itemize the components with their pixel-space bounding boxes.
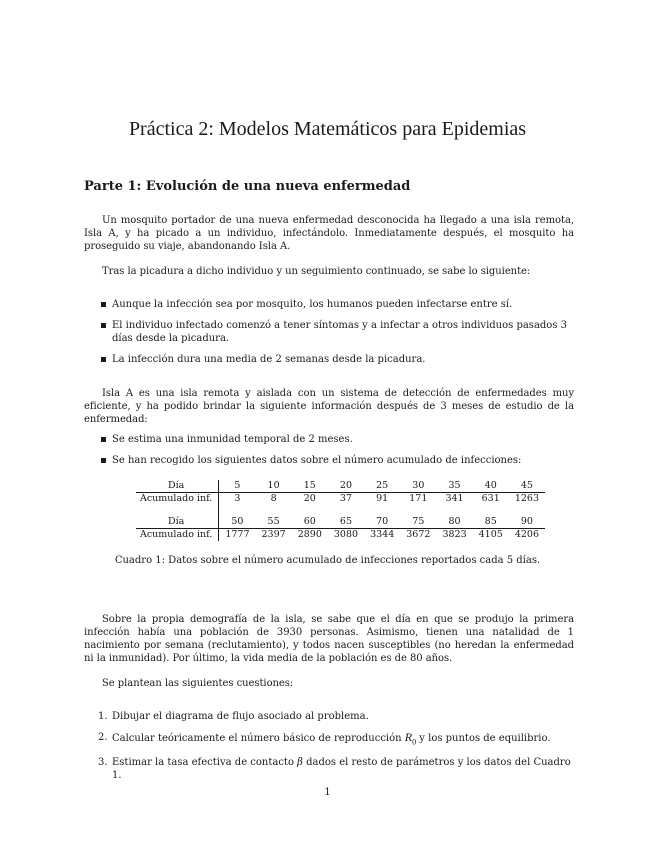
page-title: Práctica 2: Modelos Matemáticos para Epidemias (128, 118, 527, 140)
list-item: 2. Calcular teóricamente el número básico de reproducción $R_0$ y los puntos de equilibrio. (98, 730, 551, 747)
row-label-cumulative: Acumulado inf. (136, 529, 219, 542)
table-cell: 55 (256, 516, 292, 529)
table-cell: 20 (328, 480, 364, 493)
beta-symbol: β (297, 757, 303, 769)
table-cell: 37 (339, 493, 353, 504)
questions-intro: Se plantean las siguientes cuestiones: (102, 678, 294, 689)
table-cell: 65 (328, 516, 364, 529)
intro-paragraph: Un mosquito portador de una nueva enfermedad desconocida ha llegado a una isla remota, Isla A, y ha picado a un individuo, infectándolo. Inmediatamente después, el mosquito ha proseguido su viaje, abandonando Isla A. (84, 215, 574, 252)
list-item: El individuo infectado comenzó a tener síntomas y a infectar a otros individuos pasados 3 días desde la picadura. (84, 319, 574, 345)
row-label-cumulative: Acumulado inf. (136, 493, 219, 506)
table-row (136, 493, 545, 506)
table-cell: 90 (509, 516, 545, 529)
bullet-mark (101, 323, 106, 328)
known-list (84, 298, 574, 366)
info-list (84, 433, 574, 467)
list-item: Aunque la infección sea por mosquito, los humanos pueden infectarse entre sí. (84, 298, 574, 311)
demography-paragraph: Sobre la propia demografía de la isla, se sabe que el día en que se produjo la primera infección había una población de 3930 personas. Asimismo, tienen una natalidad de 1 nacimiento por semana (reclutamiento), y todos nacen susceptibles (no heredan la enfermedad ni la inmunidad). Por último, la vida media de la población es de 80 años. (84, 614, 574, 664)
bullet-mark (101, 302, 106, 307)
table-cell: 45 (509, 480, 545, 493)
list-item: La infección dura una media de 2 semanas desde la picadura. (84, 353, 574, 366)
row-label-day: Día (136, 516, 219, 529)
section-title: Parte 1: Evolución de una nueva enfermedad (84, 179, 411, 194)
table-row (136, 529, 545, 542)
table-cell: 341 (445, 493, 464, 504)
table-cell: 1263 (514, 493, 539, 504)
info-paragraph: Isla A es una isla remota y aislada con un sistema de detección de enfermedades muy eficiente, y ha podido brindar la siguiente información después de 3 meses de estudio de la enfermedad: (84, 388, 574, 425)
list-item: 3. Estimar la tasa efectiva de contacto β dados el resto de parámetros y los datos del Cuadro 1. (98, 757, 571, 782)
table-cell: 80 (436, 516, 472, 529)
table-cell: 2890 (297, 529, 322, 540)
table-cell: 3080 (333, 529, 359, 540)
table-cell: 3344 (370, 529, 395, 540)
table-cell: 631 (481, 493, 500, 504)
table-cell: 8 (270, 493, 277, 504)
table-cell: 171 (409, 493, 428, 504)
table-cell: 15 (292, 480, 328, 493)
table-cell: 70 (364, 516, 400, 529)
known-intro: Tras la picadura a dicho individuo y un seguimiento continuado, se sabe lo siguiente: (102, 266, 531, 277)
list-item: Se han recogido los siguientes datos sobre el número acumulado de infecciones: (84, 454, 574, 467)
table-cell: 30 (400, 480, 436, 493)
page-number: 1 (324, 787, 331, 798)
table-cell: 4105 (478, 529, 503, 540)
table-caption: Cuadro 1: Datos sobre el número acumulado de infecciones reportados cada 5 días. (114, 555, 541, 566)
bullet-mark (101, 458, 106, 463)
table-cell: 40 (473, 480, 509, 493)
list-item: Se estima una inmunidad temporal de 2 meses. (84, 433, 574, 446)
table-cell: 35 (436, 480, 472, 493)
questions-list (84, 710, 574, 782)
table-row (136, 516, 545, 529)
table-cell: 1777 (225, 529, 250, 540)
row-label-day: Día (136, 480, 219, 493)
table-row (136, 480, 545, 493)
table-cell: 10 (256, 480, 292, 493)
table-cell: 85 (473, 516, 509, 529)
infection-data-table (136, 480, 545, 541)
table-cell: 60 (292, 516, 328, 529)
table-cell: 3 (234, 493, 241, 504)
table-cell: 5 (219, 480, 256, 493)
table-cell: 2397 (261, 529, 286, 540)
table-cell: 20 (303, 493, 316, 504)
r0-symbol: $R_0$ (404, 730, 417, 747)
table-cell: 91 (376, 493, 389, 504)
table-cell: 75 (400, 516, 436, 529)
table-cell: 3672 (406, 529, 431, 540)
bullet-mark (101, 437, 106, 442)
table-cell: 4206 (514, 529, 539, 540)
list-item: 1. Dibujar el diagrama de flujo asociado al problema. (98, 711, 369, 722)
table-cell: 25 (364, 480, 400, 493)
table-cell: 3823 (442, 529, 467, 540)
table-spacer (136, 505, 545, 516)
table-cell: 50 (219, 516, 256, 529)
bullet-mark (101, 357, 106, 362)
